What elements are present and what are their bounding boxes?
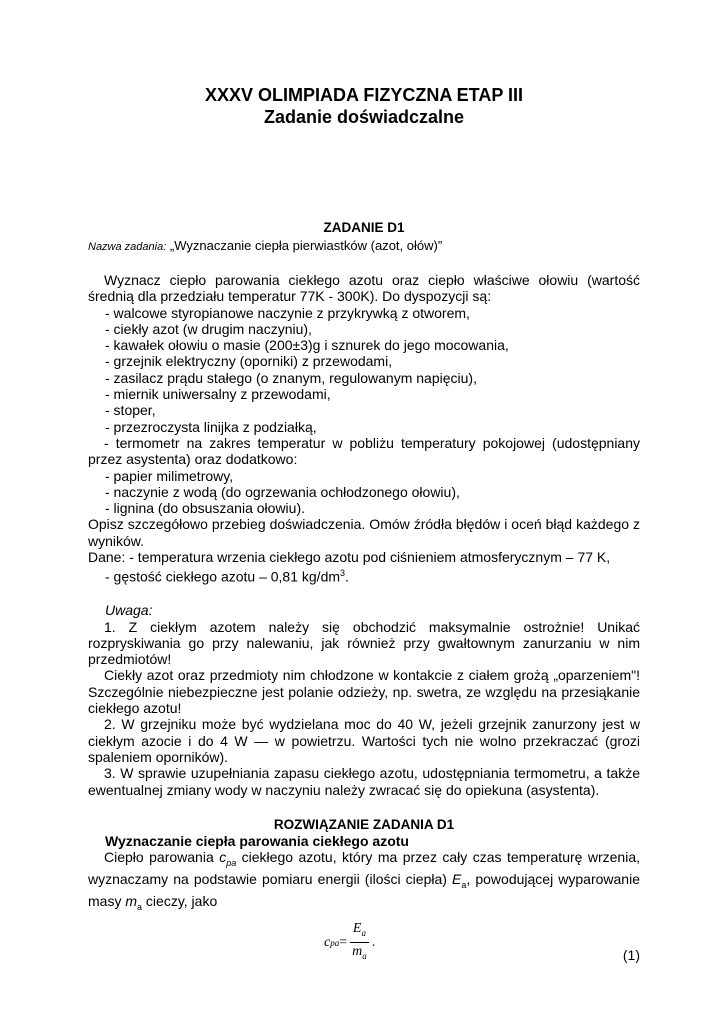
document-subtitle: Zadanie doświadczalne: [263, 107, 465, 127]
formula: c pa = $\frac{E_a}{m_a}$ .: [324, 921, 375, 964]
list-item: - przezroczysta linijka z podziałką,: [105, 418, 317, 435]
task-body: [88, 272, 640, 585]
list-item: - kawałek ołowiu o masie (200±3)g i sznurek do jego mocowania,: [105, 337, 509, 354]
list-item: - lignina (do obsuszania ołowiu).: [105, 500, 305, 517]
equation-number: (1): [622, 947, 640, 964]
task-intro: Wyznacz ciepło parowania ciekłego azotu oraz ciepło właściwe ołowiu (wartość średnią dla przedziału temperatur 77K - 300K). Do dyspozycji są:: [88, 272, 640, 305]
list-item: - walcowe styropianowe naczynie z przykrywką z otworem,: [105, 304, 470, 321]
formula-row: [88, 919, 640, 965]
task-heading: ZADANIE D1: [323, 220, 405, 235]
notes-label: Uwaga:: [105, 602, 153, 619]
solution-paragraph: Ciepło parowania $c_{pa}$ ciekłego azotu, który ma przez cały czas temperaturę wrzenia, wyznaczamy na podstawie pomiaru energii (ilości ciepła) $E_a$, powodującej wyparowanie masy $m_a$ cieczy, jako: [88, 849, 641, 913]
task-describe: Opisz szczegółowo przebieg doświadczenia. Omów źródła błędów i oceń błąd każdego z wyników.: [88, 516, 640, 549]
solution-heading: ROZWIĄZANIE ZADANIA D1: [273, 816, 455, 832]
document-title: XXXV OLIMPIADA FIZYCZNA ETAP III: [204, 85, 524, 105]
note-1b: Ciekły azot oraz przedmioty nim chłodzone w kontakcie z ciałem grożą „oparzeniem"! Szczególnie niebezpieczne jest polanie odzieży, np. swetra, ze względu na przesiąkanie ciekłego azotu!: [88, 667, 640, 717]
task-name-label: Nazwa zadania:: [88, 241, 167, 253]
list-item: - stoper,: [105, 402, 156, 419]
list-item: - papier milimetrowy,: [105, 467, 234, 484]
note-2: 2. W grzejniku może być wydzielana moc do 40 W, jeżeli grzejnik zanurzony jest w ciekłym azocie i do 4 W — w powietrzu. Wartości tych nie wolno przekraczać (grozi spaleniem oporników).: [88, 716, 640, 765]
solution-subheading: Wyznaczanie ciepła parowania ciekłego azotu: [105, 832, 409, 849]
note-1: 1. Z ciekłym azotem należy się obchodzić maksymalnie ostrożnie! Unikać rozpryskiwania go przy nalewaniu, jak również przy gwałtownym zanurzaniu w nim przedmiotów!: [88, 618, 640, 668]
document-page: [88, 84, 640, 965]
list-item: - naczynie z wodą (do ogrzewania ochłodzonego ołowiu),: [105, 483, 460, 500]
list-item-thermometer: - termometr na zakres temperatur w pobliżu temperatury pokojowej (udostępniany przez asystenta) oraz dodatkowo:: [88, 434, 640, 468]
task-name-value: „Wyznaczanie ciepła pierwiastków (azot, ołów)”: [166, 238, 443, 253]
task-name: [88, 238, 640, 255]
list-item: - ciekły azot (w drugim naczyniu),: [105, 320, 312, 337]
task-given-2: - gęstość ciekłego azotu – 0,81 $kg/dm^3$.: [105, 568, 349, 585]
task-given-1: Dane: - temperatura wrzenia ciekłego azotu pod ciśnieniem atmosferycznym – 77 K,: [88, 549, 611, 566]
list-item: - grzejnik elektryczny (oporniki) z przewodami,: [105, 353, 393, 370]
fraction: $\frac{E_a}{m_a}$: [349, 921, 370, 964]
list-item: - zasilacz prądu stałego (o znanym, regulowanym napięciu),: [105, 369, 477, 386]
note-3: 3. W sprawie uzupełniania zapasu ciekłego azotu, udostępniania termometru, a także ewentualnej zmiany wody w naczyniu należy zwracać się do opiekuna (asystenta).: [88, 765, 640, 798]
list-item: - miernik uniwersalny z przewodami,: [105, 386, 331, 403]
